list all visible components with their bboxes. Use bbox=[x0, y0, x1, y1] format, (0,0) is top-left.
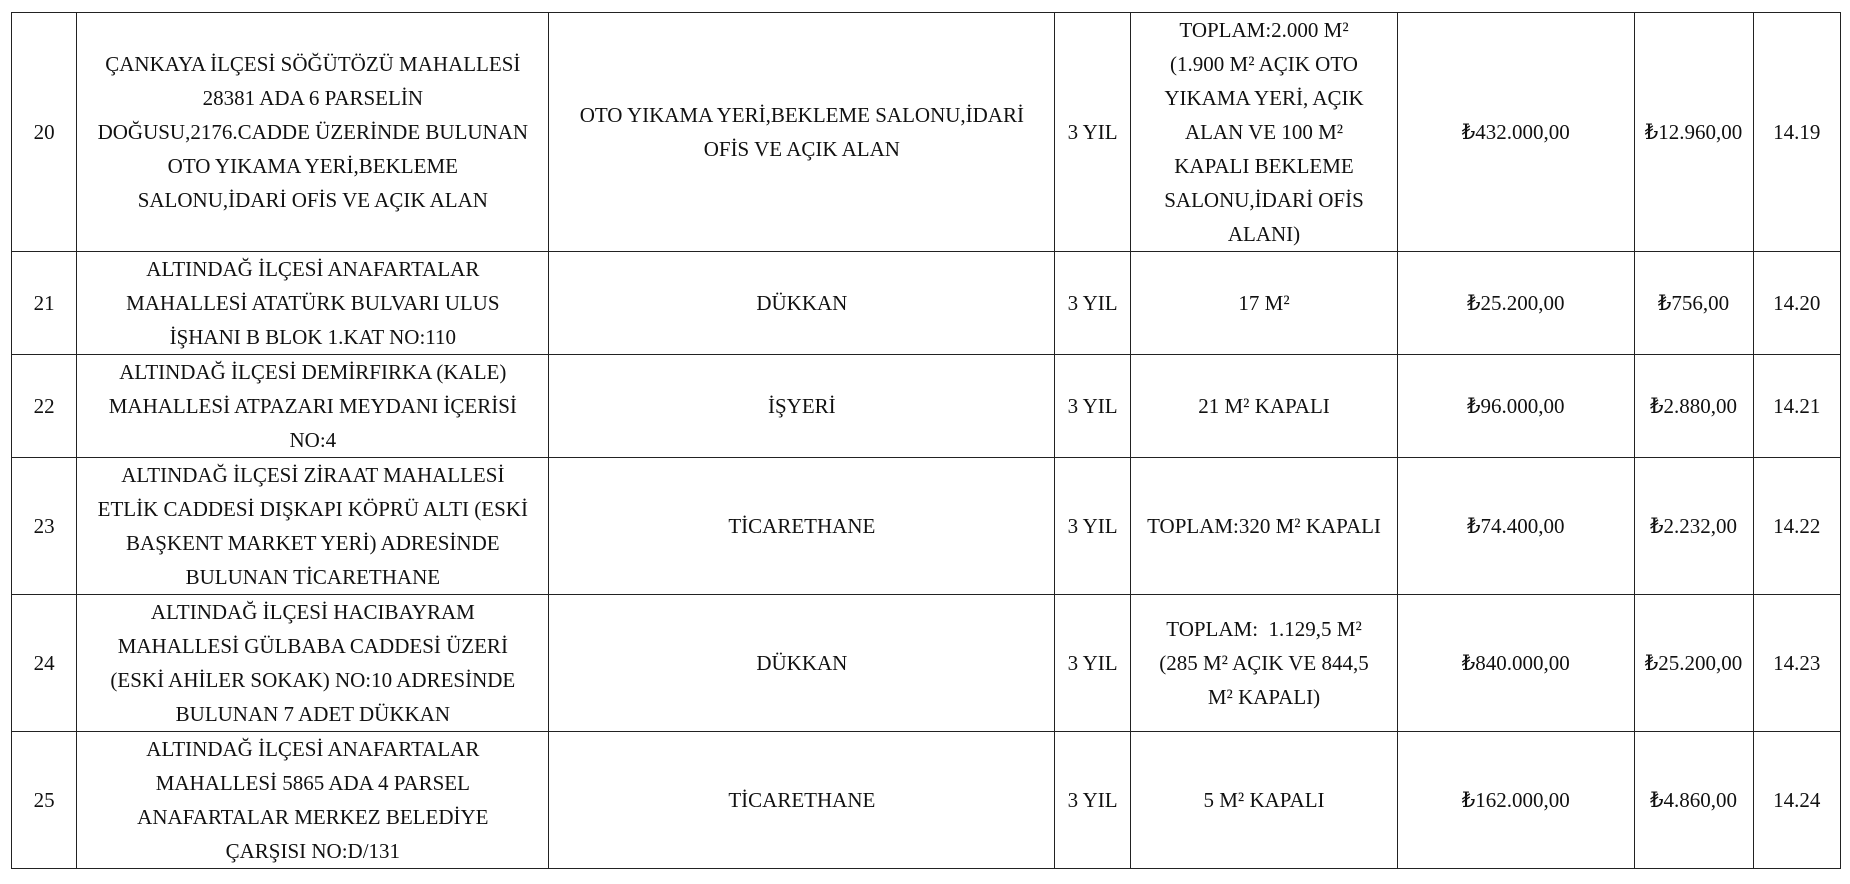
area-line: TOPLAM: 1.129,5 M² bbox=[1166, 617, 1362, 641]
usage-line: İŞYERİ bbox=[767, 394, 836, 418]
address-line: DOĞUSU,2176.CADDE ÜZERİNDE BULUNAN bbox=[97, 120, 529, 144]
area-line: KAPALI BEKLEME bbox=[1174, 154, 1354, 178]
deposit-cell: ₺2.880,00 bbox=[1634, 355, 1753, 458]
usage-cell bbox=[549, 355, 1055, 458]
address-line: NO:4 bbox=[289, 428, 337, 452]
area-line: 17 M² bbox=[1238, 291, 1290, 315]
area-line: (285 M² AÇIK VE 844,5 bbox=[1159, 651, 1369, 675]
area-cell bbox=[1131, 595, 1398, 732]
address-line: İŞHANI B BLOK 1.KAT NO:110 bbox=[169, 325, 457, 349]
area-cell bbox=[1131, 252, 1398, 355]
address-line: ALTINDAĞ İLÇESİ ANAFARTALAR bbox=[146, 257, 480, 281]
area-line: TOPLAM:2.000 M² bbox=[1179, 18, 1349, 42]
address-line: (ESKİ AHİLER SOKAK) NO:10 ADRESİNDE bbox=[110, 668, 516, 692]
address-line: 28381 ADA 6 PARSELİN bbox=[202, 86, 423, 110]
price-cell: ₺432.000,00 bbox=[1397, 13, 1634, 252]
usage-cell bbox=[549, 732, 1055, 869]
area-line: SALONU,İDARİ OFİS bbox=[1164, 188, 1364, 212]
address-line: ALTINDAĞ İLÇESİ DEMİRFIRKA (KALE) bbox=[119, 360, 507, 384]
address-cell bbox=[77, 355, 549, 458]
address-line: MAHALLESİ 5865 ADA 4 PARSEL bbox=[155, 771, 470, 795]
area-line: M² KAPALI) bbox=[1207, 685, 1321, 709]
address-cell bbox=[77, 595, 549, 732]
deposit-cell: ₺25.200,00 bbox=[1634, 595, 1753, 732]
area-cell bbox=[1131, 13, 1398, 252]
term-cell: 3 YIL bbox=[1055, 732, 1131, 869]
area-cell bbox=[1131, 458, 1398, 595]
address-line: ALTINDAĞ İLÇESİ ANAFARTALAR bbox=[146, 737, 480, 761]
row-number-cell: 21 bbox=[12, 252, 77, 355]
area-cell bbox=[1131, 355, 1398, 458]
address-line: ÇARŞISI NO:D/131 bbox=[225, 839, 401, 863]
term-cell: 3 YIL bbox=[1055, 458, 1131, 595]
ref-cell: 14.23 bbox=[1753, 595, 1841, 732]
ref-cell: 14.19 bbox=[1753, 13, 1841, 252]
property-lease-table bbox=[11, 12, 1841, 869]
area-line: 5 M² KAPALI bbox=[1203, 788, 1325, 812]
address-line: ALTINDAĞ İLÇESİ ZİRAAT MAHALLESİ bbox=[121, 463, 505, 487]
area-line: 21 M² KAPALI bbox=[1198, 394, 1330, 418]
address-cell bbox=[77, 732, 549, 869]
address-cell bbox=[77, 458, 549, 595]
area-cell bbox=[1131, 732, 1398, 869]
ref-cell: 14.24 bbox=[1753, 732, 1841, 869]
term-cell: 3 YIL bbox=[1055, 355, 1131, 458]
usage-line: OTO YIKAMA YERİ,BEKLEME SALONU,İDARİ bbox=[579, 103, 1024, 127]
usage-line: TİCARETHANE bbox=[728, 514, 876, 538]
term-cell: 3 YIL bbox=[1055, 13, 1131, 252]
area-line: (1.900 M² AÇIK OTO bbox=[1170, 52, 1358, 76]
table-row bbox=[12, 732, 1841, 869]
table-row bbox=[12, 355, 1841, 458]
price-cell: ₺74.400,00 bbox=[1397, 458, 1634, 595]
usage-line: DÜKKAN bbox=[756, 651, 848, 675]
row-number-cell: 22 bbox=[12, 355, 77, 458]
table-row bbox=[12, 595, 1841, 732]
usage-cell bbox=[549, 13, 1055, 252]
address-line: SALONU,İDARİ OFİS VE AÇIK ALAN bbox=[137, 188, 488, 212]
address-line: ANAFARTALAR MERKEZ BELEDİYE bbox=[137, 805, 489, 829]
usage-line: DÜKKAN bbox=[756, 291, 848, 315]
area-line: ALANI) bbox=[1227, 222, 1301, 246]
deposit-cell: ₺12.960,00 bbox=[1634, 13, 1753, 252]
area-line: TOPLAM:320 M² KAPALI bbox=[1147, 514, 1381, 538]
price-cell: ₺840.000,00 bbox=[1397, 595, 1634, 732]
price-cell: ₺25.200,00 bbox=[1397, 252, 1634, 355]
ref-cell: 14.20 bbox=[1753, 252, 1841, 355]
term-cell: 3 YIL bbox=[1055, 252, 1131, 355]
usage-cell bbox=[549, 595, 1055, 732]
area-line: YIKAMA YERİ, AÇIK bbox=[1164, 86, 1364, 110]
usage-line: TİCARETHANE bbox=[728, 788, 876, 812]
address-line: MAHALLESİ GÜLBABA CADDESİ ÜZERİ bbox=[117, 634, 508, 658]
ref-cell: 14.22 bbox=[1753, 458, 1841, 595]
row-number-cell: 23 bbox=[12, 458, 77, 595]
table-row bbox=[12, 252, 1841, 355]
usage-cell bbox=[549, 458, 1055, 595]
usage-line: OFİS VE AÇIK ALAN bbox=[703, 137, 900, 161]
price-cell: ₺162.000,00 bbox=[1397, 732, 1634, 869]
deposit-cell: ₺4.860,00 bbox=[1634, 732, 1753, 869]
address-line: ÇANKAYA İLÇESİ SÖĞÜTÖZÜ MAHALLESİ bbox=[105, 52, 521, 76]
address-line: BAŞKENT MARKET YERİ) ADRESİNDE bbox=[126, 531, 500, 555]
row-number-cell: 20 bbox=[12, 13, 77, 252]
deposit-cell: ₺756,00 bbox=[1634, 252, 1753, 355]
table-row bbox=[12, 458, 1841, 595]
address-line: OTO YIKAMA YERİ,BEKLEME bbox=[167, 154, 458, 178]
address-line: BULUNAN 7 ADET DÜKKAN bbox=[175, 702, 450, 726]
term-cell: 3 YIL bbox=[1055, 595, 1131, 732]
ref-cell: 14.21 bbox=[1753, 355, 1841, 458]
table-row bbox=[12, 13, 1841, 252]
area-line: ALAN VE 100 M² bbox=[1184, 120, 1344, 144]
price-cell: ₺96.000,00 bbox=[1397, 355, 1634, 458]
row-number-cell: 25 bbox=[12, 732, 77, 869]
usage-cell bbox=[549, 252, 1055, 355]
address-line: MAHALLESİ ATATÜRK BULVARI ULUS bbox=[126, 291, 500, 315]
address-line: BULUNAN TİCARETHANE bbox=[185, 565, 441, 589]
row-number-cell: 24 bbox=[12, 595, 77, 732]
deposit-cell: ₺2.232,00 bbox=[1634, 458, 1753, 595]
address-line: MAHALLESİ ATPAZARI MEYDANI İÇERİSİ bbox=[108, 394, 517, 418]
address-line: ALTINDAĞ İLÇESİ HACIBAYRAM bbox=[150, 600, 475, 624]
address-cell bbox=[77, 252, 549, 355]
address-cell bbox=[77, 13, 549, 252]
address-line: ETLİK CADDESİ DIŞKAPI KÖPRÜ ALTI (ESKİ bbox=[97, 497, 528, 521]
